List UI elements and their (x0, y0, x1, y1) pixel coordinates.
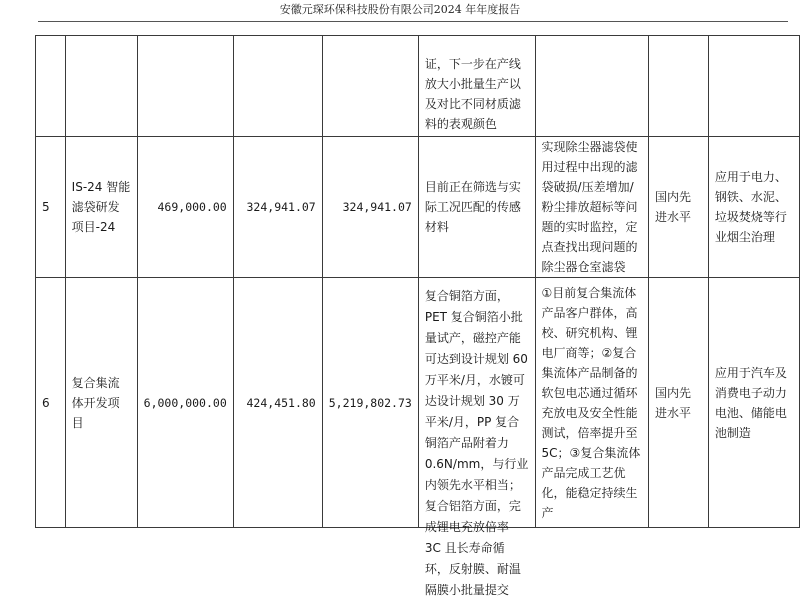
progress-text: 复合铜箔方面，PET 复合铜箔小批量试产，磁控产能可达到设计规划 60 万平米/月，水镀可达设计规划 30 万平米/月，PP 复合铜箔产品附着力 0.6N/mm，与行业内领先水平相当；复合铝箔方面，完成锂电充放倍率 3C 且长寿命循环，反射膜、耐温隔膜小批量提交 (424, 289, 529, 597)
cell-progress: 目前正在筛选与实际工况匹配的传感材料 (418, 137, 535, 278)
cell-current-investment: 424,451.80 (233, 278, 322, 528)
cell-application: 应用于电力、钢铁、水泥、垃圾焚烧等行业烟尘治理 (708, 137, 799, 278)
cell-current-investment: 324,941.07 (233, 137, 322, 278)
cell-budget: 469,000.00 (137, 137, 233, 278)
cell-cumulative-investment: 324,941.07 (322, 137, 418, 278)
table-row (36, 278, 800, 528)
cell-tech-level: 国内先进水平 (648, 278, 708, 528)
cell-project-name (65, 36, 137, 137)
cell-current-investment (233, 36, 322, 137)
cell-index: 6 (36, 278, 66, 528)
table-row (36, 137, 800, 278)
cell-progress: 证，下一步在产线放大小批量生产以及对比不同材质滤料的表观颜色 (418, 36, 535, 137)
cell-goal: ①目前复合集流体产品客户群体，高校、研究机构、锂电厂商等；②复合集流体产品制备的软包电芯通过循环充放电及安全性能测试，倍率提升至 5C；③复合集流体产品完成工艺优化，能稳定持续生产 (535, 278, 648, 528)
cell-tech-level (648, 36, 708, 137)
cell-project-name: IS-24 智能滤袋研发项目-24 (65, 137, 137, 278)
cell-cumulative-investment (322, 36, 418, 137)
cell-budget: 6,000,000.00 (137, 278, 233, 528)
table-row (36, 36, 800, 137)
cell-application (708, 36, 799, 137)
cell-goal (535, 36, 648, 137)
cell-index (36, 36, 66, 137)
cell-progress (418, 278, 535, 597)
header-divider (38, 21, 788, 22)
cell-project-name: 复合集流体开发项目 (65, 278, 137, 528)
cell-index: 5 (36, 137, 66, 278)
cell-budget (137, 36, 233, 137)
rd-projects-table (35, 35, 800, 597)
cell-cumulative-investment: 5,219,802.73 (322, 278, 418, 528)
report-header: 安徽元琛环保科技股份有限公司2024 年年度报告 (279, 3, 521, 16)
cell-application: 应用于汽车及消费电子动力电池、储能电池制造 (708, 278, 799, 528)
cell-tech-level: 国内先进水平 (648, 137, 708, 278)
cell-goal: 实现除尘器滤袋使用过程中出现的滤袋破损/压差增加/粉尘排放超标等问题的实时监控，定点查找出现问题的除尘器仓室滤袋 (535, 137, 648, 278)
